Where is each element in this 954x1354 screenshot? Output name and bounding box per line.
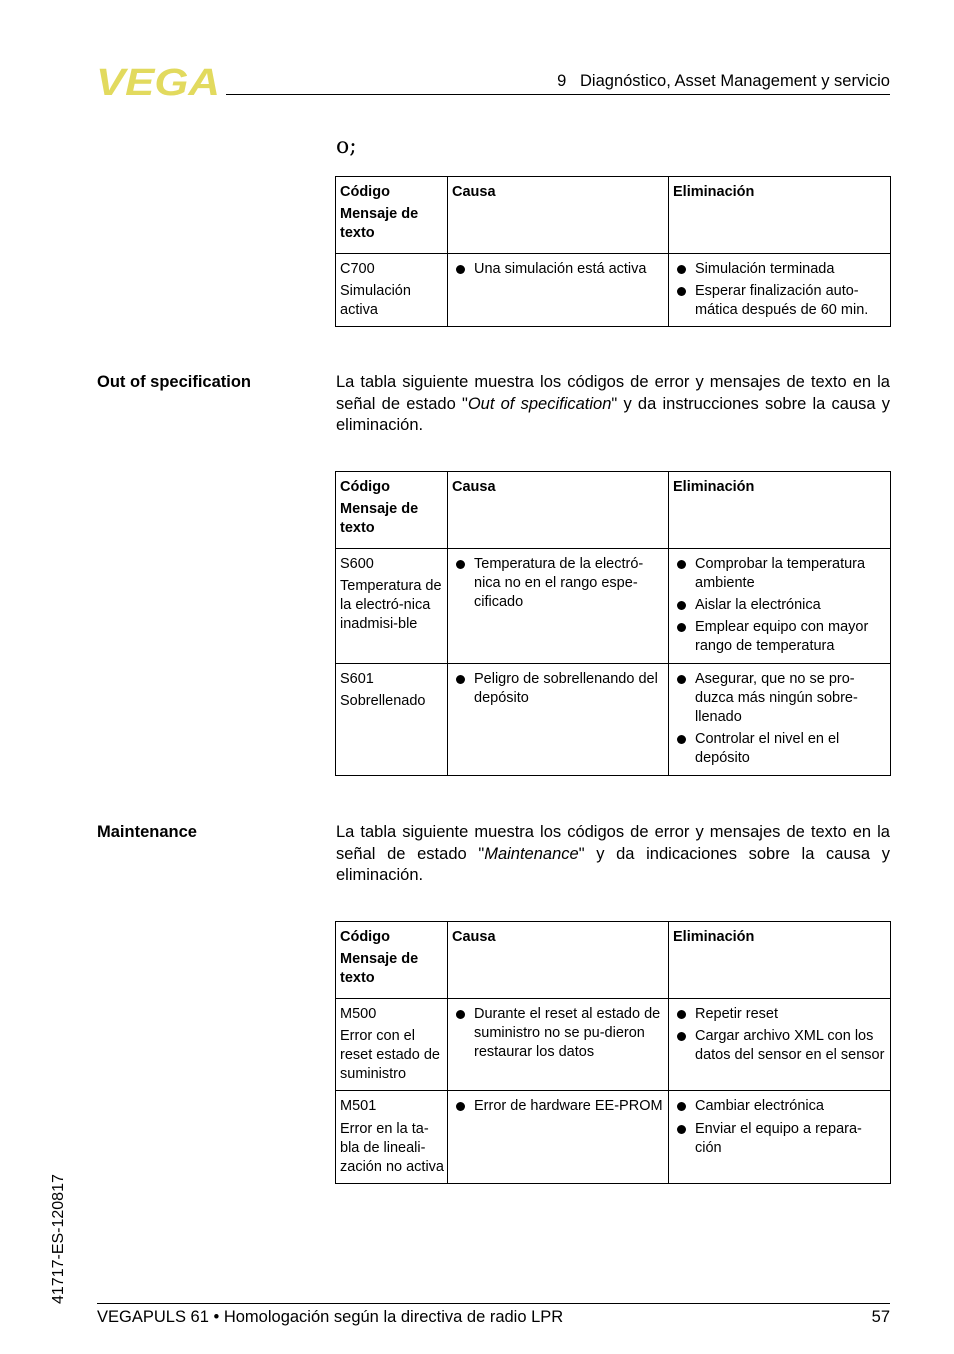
table-row	[336, 1091, 891, 1184]
fix-list	[673, 1097, 887, 1158]
cause-list	[452, 1097, 665, 1116]
header-fix: Eliminación	[669, 177, 891, 254]
header-cause: Causa	[448, 472, 669, 549]
error-message: Sobrellenado	[340, 692, 426, 709]
cell-cause	[448, 253, 669, 327]
cell-fix	[669, 253, 891, 327]
header-code-text: Código	[340, 479, 390, 495]
cause-item: Temperatura de la electró-nica no en el rango espe-cificado	[452, 555, 665, 613]
header-code	[336, 472, 448, 549]
header-code-text: Mensaje de texto	[340, 501, 419, 537]
cell-cause	[448, 1091, 669, 1184]
fix-item: Aislar la electrónica	[673, 596, 887, 615]
header-cause: Causa	[448, 922, 669, 999]
error-message: Error en la ta-bla de lineali-zación no activa	[340, 1120, 444, 1176]
table-header-row	[336, 922, 891, 999]
label-out-of-specification: Out of specification	[97, 373, 252, 391]
cause-list	[452, 555, 665, 613]
cell-code	[336, 548, 448, 663]
fix-item: Cambiar electrónica	[673, 1097, 887, 1116]
fix-item: Enviar el equipo a repara-ción	[673, 1120, 887, 1158]
header-rule	[226, 94, 890, 95]
table-out-of-specification	[335, 471, 891, 776]
cause-item: Una simulación está activa	[452, 260, 665, 279]
cause-list	[452, 260, 665, 279]
table-row	[336, 998, 891, 1091]
table-row	[336, 663, 891, 775]
header-code-text: Código	[340, 929, 390, 945]
cell-code	[336, 998, 448, 1091]
header-code	[336, 177, 448, 254]
header-code	[336, 922, 448, 999]
fix-item: Asegurar, que no se pro-duzca más ningún sobre-llenado	[673, 670, 887, 728]
symbol-text: o;	[336, 134, 357, 159]
cell-cause	[448, 663, 669, 775]
footer-title: VEGAPULS 61 • Homologación según la directiva de radio LPR	[97, 1308, 564, 1326]
cell-fix	[669, 998, 891, 1091]
fix-item: Comprobar la temperatura ambiente	[673, 555, 887, 593]
error-message: Temperatura de la electró-nica inadmisi-ble	[340, 577, 442, 633]
fix-item: Emplear equipo con mayor rango de temperatura	[673, 618, 887, 656]
cell-code	[336, 663, 448, 775]
document-id: 41717-ES-120817	[50, 1174, 67, 1304]
cell-fix	[669, 1091, 891, 1184]
label-maintenance: Maintenance	[97, 823, 197, 841]
header-fix: Eliminación	[669, 922, 891, 999]
vega-logo	[96, 66, 220, 98]
header-cause: Causa	[448, 177, 669, 254]
cell-fix	[669, 548, 891, 663]
error-code: M500	[340, 1005, 377, 1022]
fix-list	[673, 1005, 887, 1066]
fix-item: Simulación terminada	[673, 260, 887, 279]
footer-rule	[97, 1303, 890, 1304]
cause-item: Peligro de sobrellenando del depósito	[452, 670, 665, 708]
cell-code	[336, 253, 448, 327]
fix-list	[673, 555, 887, 657]
paragraph-out-of-specification: La tabla siguiente muestra los códigos de error y mensajes de texto en la señal de estado "Out of specification" y da instrucciones sobre la causa y eliminación.	[336, 373, 891, 435]
header-fix: Eliminación	[669, 472, 891, 549]
page-number: 57	[871, 1308, 890, 1326]
section-title: 9 Diagnóstico, Asset Management y servicio	[557, 72, 890, 90]
cell-code	[336, 1091, 448, 1184]
header-code-text: Código	[340, 184, 390, 200]
error-code: C700	[340, 260, 375, 277]
header-code-text: Mensaje de texto	[340, 951, 419, 987]
cause-list	[452, 1005, 665, 1063]
fix-item: Cargar archivo XML con los datos del sensor en el sensor	[673, 1027, 887, 1065]
cause-item: Error de hardware EE-PROM	[452, 1097, 665, 1116]
cause-item: Durante el reset al estado de suministro no se pu-dieron restaurar los datos	[452, 1005, 665, 1063]
error-message: Simulación activa	[340, 282, 411, 319]
error-code: M501	[340, 1098, 377, 1115]
fix-item: Esperar finalización auto-mática después de 60 min.	[673, 282, 887, 320]
fix-list	[673, 260, 887, 321]
fix-list	[673, 670, 887, 769]
cell-cause	[448, 548, 669, 663]
cell-cause	[448, 998, 669, 1091]
header-code-text: Mensaje de texto	[340, 206, 419, 242]
fix-item: Repetir reset	[673, 1005, 887, 1024]
cause-list	[452, 670, 665, 708]
cell-fix	[669, 663, 891, 775]
table-maintenance	[335, 921, 891, 1184]
error-code: S600	[340, 555, 374, 572]
svg-text:VEGA: VEGA	[96, 66, 220, 98]
table-simulation	[335, 176, 891, 327]
fix-item: Controlar el nivel en el depósito	[673, 730, 887, 768]
error-code: S601	[340, 670, 374, 687]
error-message: Error con el reset estado de suministro	[340, 1027, 440, 1083]
table-header-row	[336, 177, 891, 254]
table-row	[336, 548, 891, 663]
paragraph-maintenance: La tabla siguiente muestra los códigos de error y mensajes de texto en la señal de estado "Maintenance" y da indicaciones sobre la causa y eliminación.	[336, 823, 890, 885]
table-header-row	[336, 472, 891, 549]
table-row	[336, 253, 891, 327]
